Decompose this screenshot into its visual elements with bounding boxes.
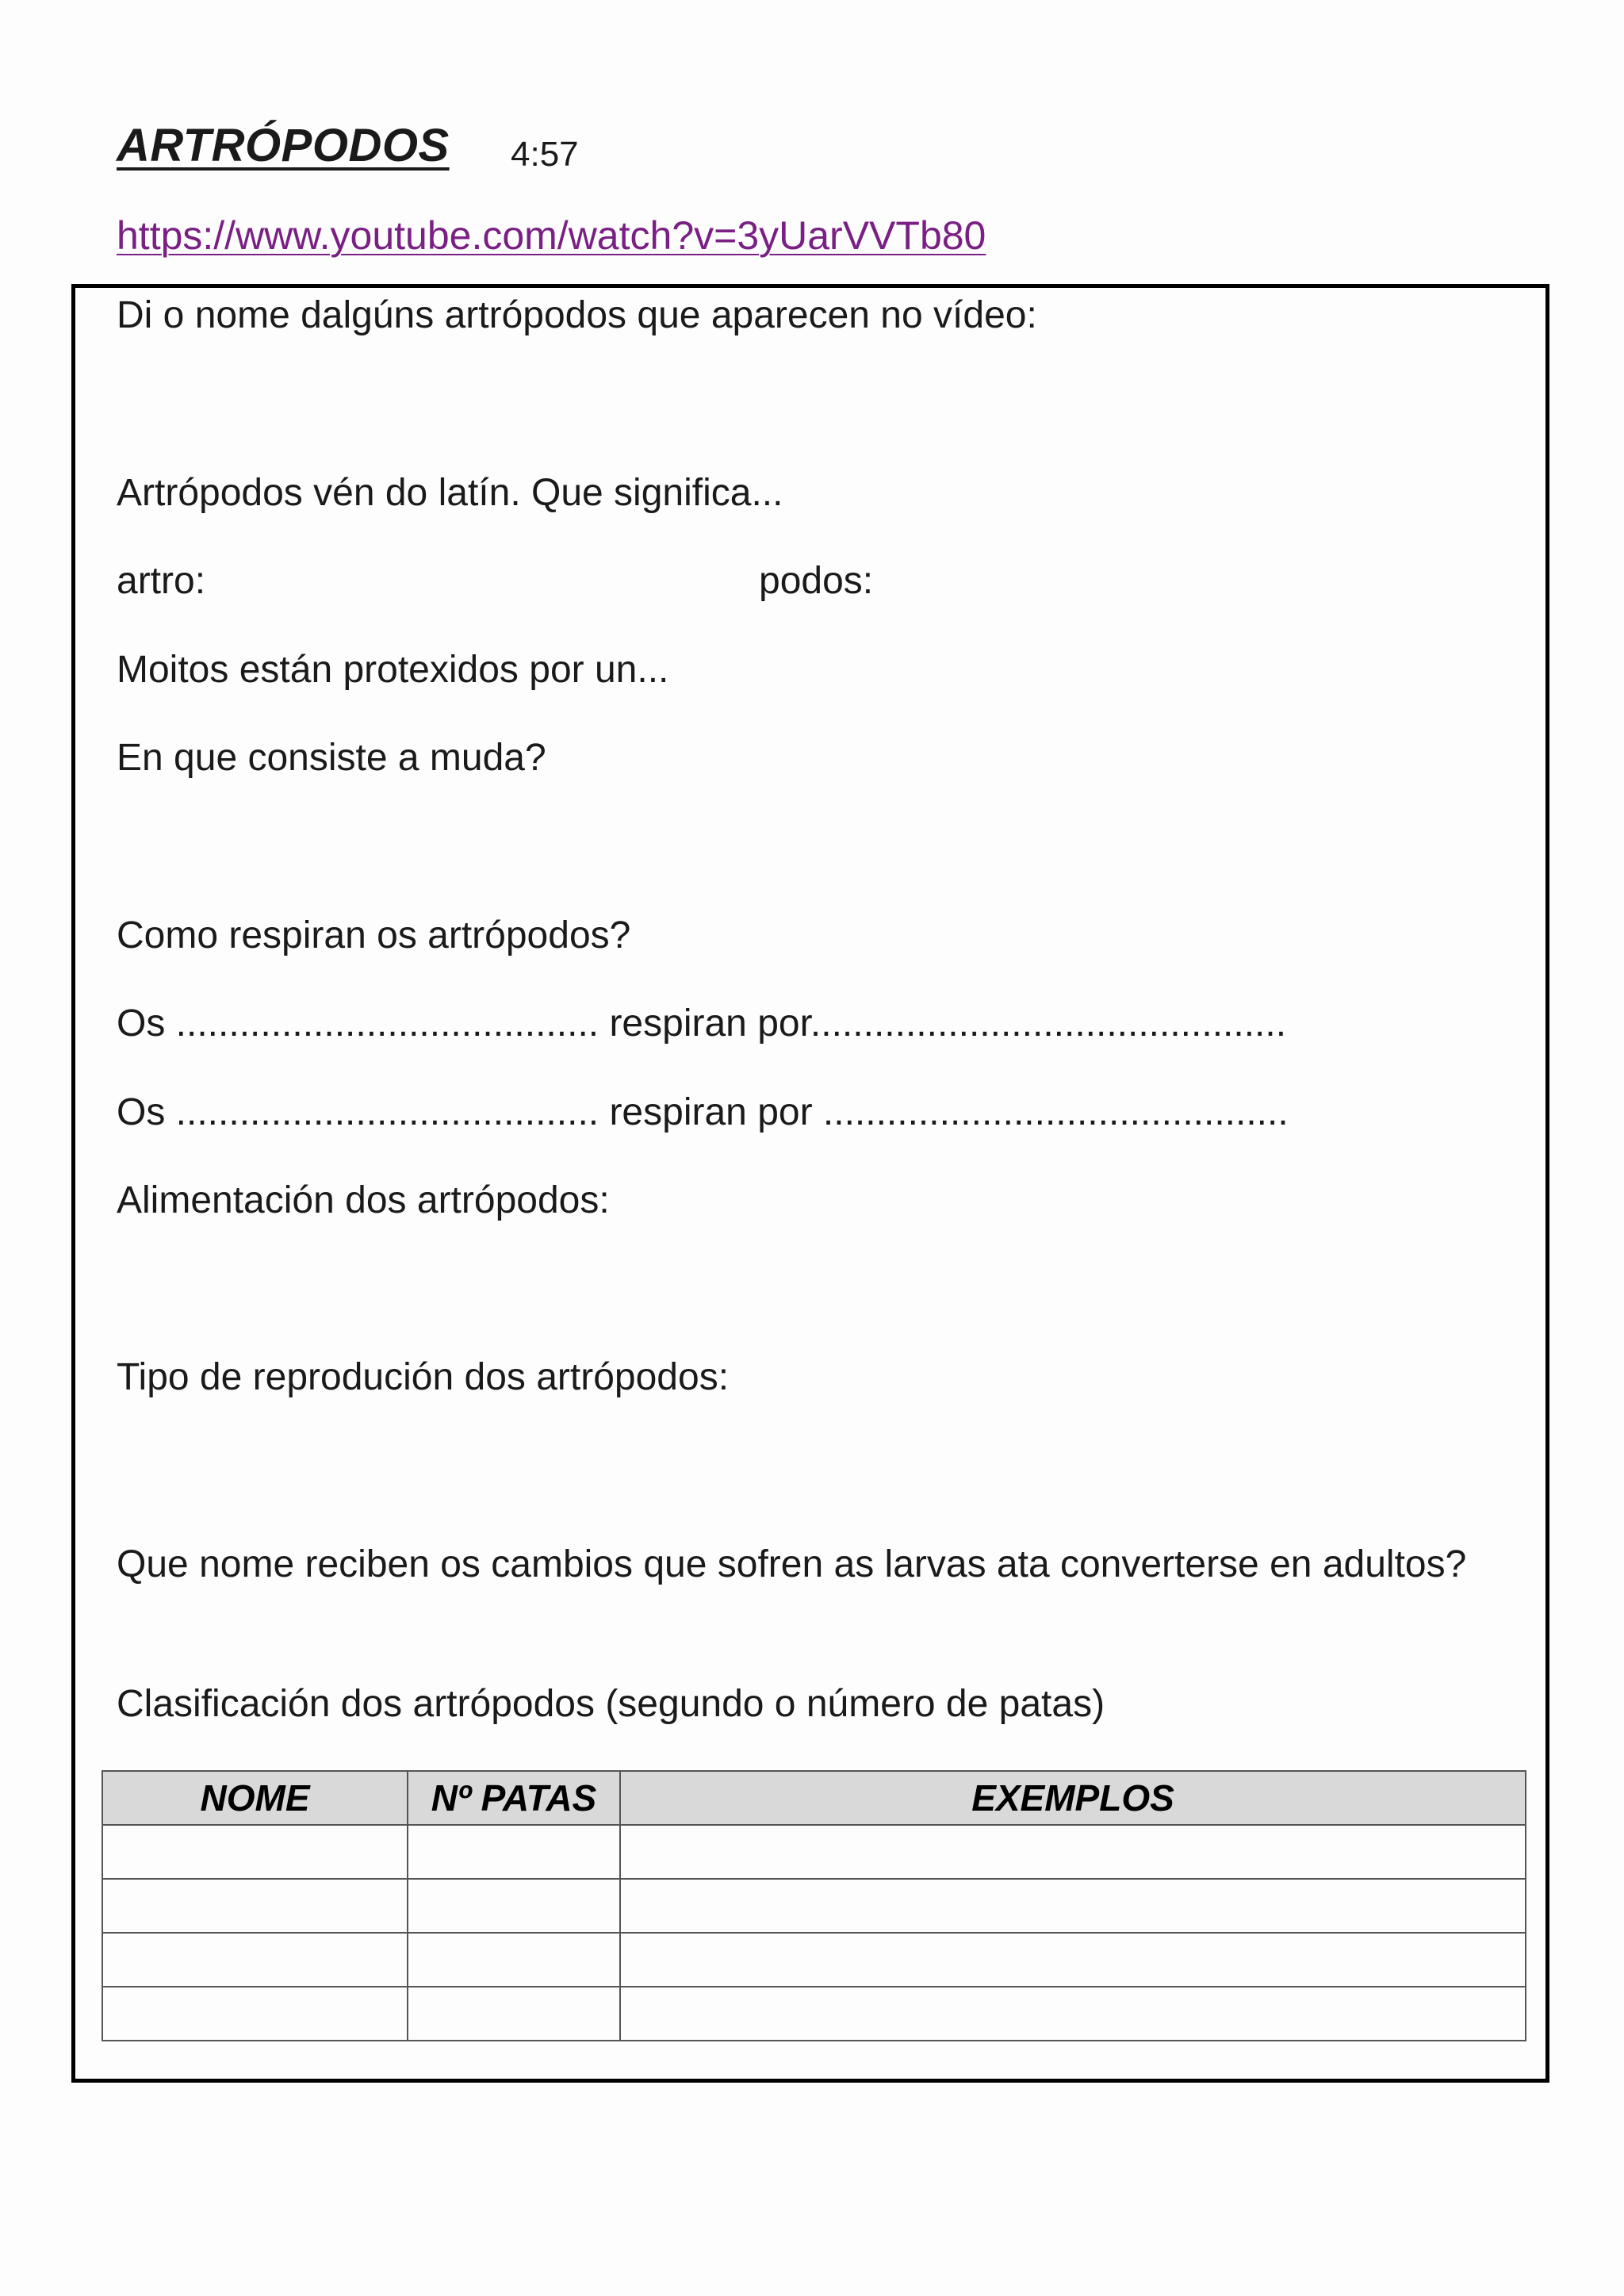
column-header-num-patas: Nº PATAS <box>408 1771 620 1825</box>
table-cell[interactable] <box>408 1987 620 2041</box>
table-cell[interactable] <box>408 1825 620 1879</box>
question-protection: Moitos están protexidos por un... <box>117 649 669 691</box>
fill-line-respiration-2: Os ........................................ respiran por ............................................ <box>117 1091 1289 1133</box>
table-header-row <box>102 1771 1526 1825</box>
table-cell[interactable] <box>620 1933 1526 1987</box>
table-cell[interactable] <box>408 1933 620 1987</box>
table-cell[interactable] <box>102 1825 408 1879</box>
question-artropods-names: Di o nome dalgúns artrópodos que aparecen no vídeo: <box>117 294 1037 336</box>
page-title: ARTRÓPODOS <box>117 120 450 171</box>
question-etymology: Artrópodos vén do latín. Que significa... <box>117 472 783 514</box>
question-metamorphosis: Que nome reciben os cambios que sofren as larvas ata converterse en adultos? <box>117 1543 1467 1585</box>
table-cell[interactable] <box>102 1933 408 1987</box>
table-cell[interactable] <box>102 1987 408 2041</box>
table-cell[interactable] <box>620 1987 1526 2041</box>
video-link[interactable]: https://www.youtube.com/watch?v=3yUarVVTb80 <box>117 213 986 258</box>
table-row <box>102 1987 1526 2041</box>
question-classification: Clasificación dos artrópodos (segundo o número de patas) <box>117 1683 1105 1725</box>
table-cell[interactable] <box>620 1879 1526 1933</box>
question-moult: En que consiste a muda? <box>117 737 546 779</box>
video-duration: 4:57 <box>511 135 579 174</box>
fill-line-respiration-1: Os ........................................ respiran por............................................. <box>117 1002 1287 1045</box>
classification-table <box>102 1770 1526 2041</box>
table-row <box>102 1879 1526 1933</box>
question-respiration: Como respiran os artrópodos? <box>117 914 631 956</box>
table-cell[interactable] <box>102 1879 408 1933</box>
table-cell[interactable] <box>620 1825 1526 1879</box>
column-header-nome: NOME <box>102 1771 408 1825</box>
label-podos: podos: <box>759 560 874 602</box>
question-reproduction: Tipo de reprodución dos artrópodos: <box>117 1356 730 1398</box>
question-feeding: Alimentación dos artrópodos: <box>117 1179 610 1221</box>
table-row <box>102 1825 1526 1879</box>
label-artro: artro: <box>117 560 206 602</box>
table-row <box>102 1933 1526 1987</box>
column-header-exemplos: EXEMPLOS <box>620 1771 1526 1825</box>
table-cell[interactable] <box>408 1879 620 1933</box>
